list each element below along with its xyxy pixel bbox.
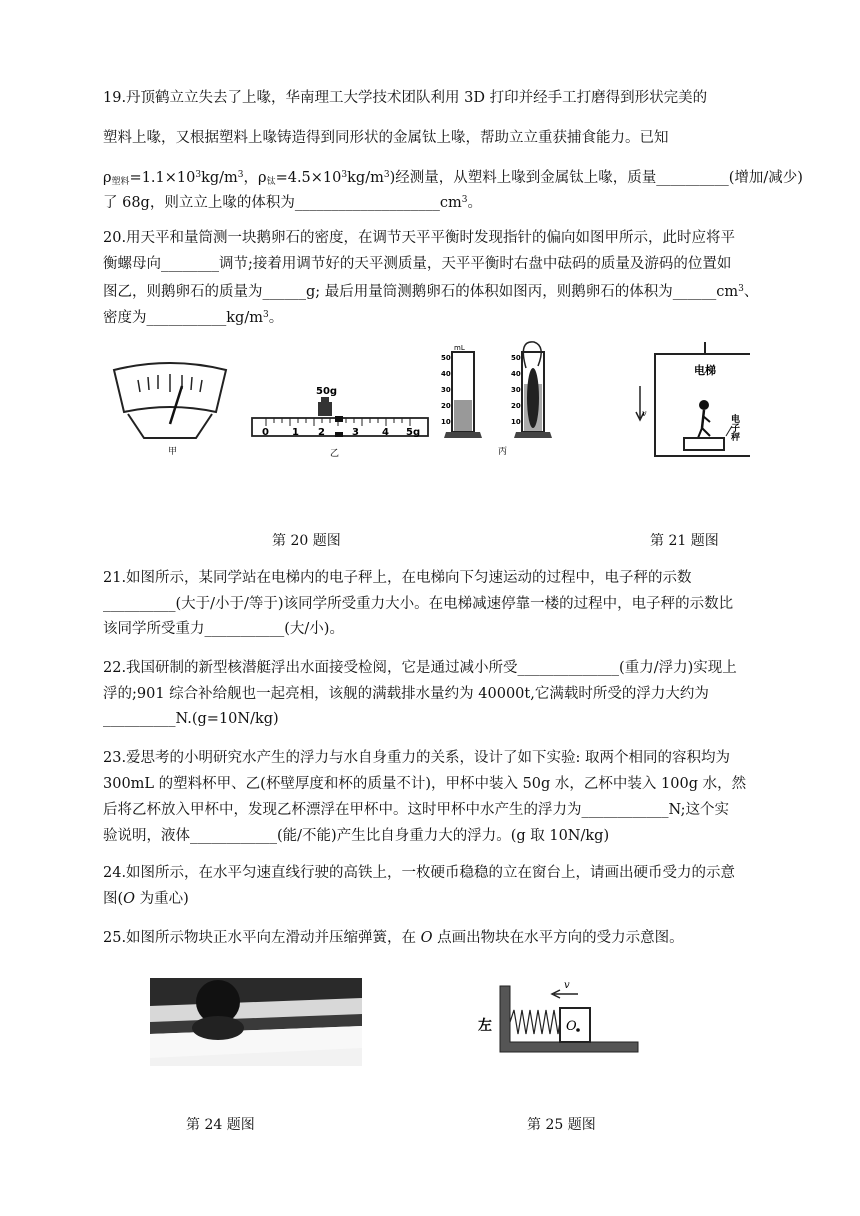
- ruler-tick-1: 1: [292, 427, 299, 438]
- weight-block: [318, 402, 332, 416]
- q22-line3: __________N.(g=10N/kg): [103, 711, 279, 727]
- q22-line1: 22.我国研制的新型核潜艇浮出水面接受检阅，它是通过减小所受______________(重力/浮力)实现上: [103, 660, 737, 676]
- rider-slider: [335, 416, 343, 422]
- q21-line2: __________(大于/小于/等于)该同学所受重力大小。在电梯减速停靠一楼的过程中，电子秤的示数比: [103, 596, 734, 612]
- cyl1-20: 20: [441, 402, 451, 410]
- ruler-tick-2: 2: [318, 427, 325, 438]
- pebble-in-cylinder: [527, 368, 539, 428]
- q22-line2: 浮的;901 综合补给舰也一起亮相，该舰的满载排水量约为 40000t,它满载时所受的浮力大约为: [103, 686, 709, 702]
- q21-line3: 该同学所受重力___________(大/小)。: [103, 621, 344, 637]
- q25-line1: 25.如图所示物块正水平向左滑动并压缩弹簧，在 O 点画出物块在水平方向的受力示意图。: [103, 930, 684, 946]
- ruler-tick-4: 4: [382, 427, 389, 438]
- ruler-tick-0: 0: [262, 427, 269, 438]
- fig-label-jia: 甲: [168, 447, 178, 457]
- q23-line1: 23.爱思考的小明研究水产生的浮力与水自身重力的关系，设计了如下实验: 取两个相同的容积均为: [103, 750, 731, 766]
- q23-line3: 后将乙杯放入甲杯中，发现乙杯漂浮在甲杯中。这时甲杯中水产生的浮力为____________N;这个实: [103, 802, 730, 818]
- cyl2-40: 40: [511, 370, 521, 378]
- q19-line1: 19.丹顶鹤立立失去了上喙，华南理工大学技术团队利用 3D 打印并经手工打磨得到形状完美的: [103, 90, 708, 106]
- weight-label: 50g: [316, 386, 338, 397]
- q21-line1: 21.如图所示，某同学站在电梯内的电子秤上，在电梯向下匀速运动的过程中，电子秤的示数: [103, 570, 692, 586]
- cyl2-30: 30: [511, 386, 521, 394]
- ruler-tick-3: 3: [352, 427, 359, 438]
- coin-base: [192, 1016, 244, 1040]
- q20-line3: 图乙，则鹅卵石的质量为______g; 最后用量筒测鹅卵石的体积如图丙，则鹅卵石的体积为$\_\_\_\_\_\_cm^3$、: [103, 284, 759, 300]
- q20-line1: 20.用天平和量筒测一块鹅卵石的密度，在调节天平平衡时发现指针的偏向如图甲所示，此时应将平: [103, 230, 736, 246]
- cyl1-50: 50: [441, 354, 451, 362]
- caption-fig21: 第 21 题图: [650, 533, 719, 549]
- cylinders-figure: [438, 338, 560, 460]
- cyl2-50: 50: [511, 354, 521, 362]
- cyl2-20: 20: [511, 402, 521, 410]
- spring-block-figure: [478, 974, 640, 1060]
- q24-line2: 图(O 为重心): [103, 891, 189, 907]
- q19-line2: 塑料上喙，又根据塑料上喙铸造得到同形状的金属钛上喙，帮助立立重获捕食能力。已知: [103, 130, 669, 146]
- ruler-tick-5: 5g: [406, 427, 421, 438]
- q23-line4: 验说明，液体____________(能/不能)产生比自身重力大的浮力。(g 取 10N/kg): [103, 828, 610, 844]
- velocity-v-label: v: [564, 980, 570, 991]
- balance-ruler-figure: [248, 382, 433, 460]
- cyl1-10: 10: [441, 418, 451, 426]
- cyl2-10: 10: [511, 418, 521, 426]
- q20-line2: 衡螺母向________调节;接着用调节好的天平测质量，天平平衡时右盘中砝码的质量及游码的位置如: [103, 256, 732, 272]
- coin-photo-figure: [150, 978, 362, 1066]
- cyl1-30: 30: [441, 386, 451, 394]
- balance-dial-figure: [110, 362, 230, 457]
- q20-line4: 密度为$\_\_\_\_\_\_\_\_\_\_\_kg/m^3$。: [103, 310, 284, 326]
- q23-line2: 300mL 的塑料杯甲、乙(杯壁厚度和杯的质量不计)，甲杯中装入 50g 水，乙杯中装入 100g 水，然: [103, 776, 747, 792]
- spring: [510, 1010, 560, 1034]
- person-figure: [699, 400, 709, 410]
- elevator-figure: [630, 340, 750, 460]
- fig-label-yi: 乙: [330, 449, 340, 459]
- scale-label: 电子秤: [729, 414, 739, 441]
- cylinder-unit: mL: [454, 344, 465, 352]
- cyl1-40: 40: [441, 370, 451, 378]
- q24-line1: 24.如图所示，在水平匀速直线行驶的高铁上，一枚硬币稳稳的立在窗台上，请画出硬币受力的示意: [103, 865, 736, 881]
- q19-line4: 了 68g，则立立上喙的体积为$\_\_\_\_\_\_\_\_\_\_\_\_\_\_\_\_\_\_\_\_cm^3$。: [103, 195, 482, 211]
- q19-line3: $\rho_{塑料}=1.1\times 10^3kg/m^3$，$\rho_钛=4.5\times 10^3kg/m^3$)经测量，从塑料上喙到金属钛上喙，质量__________(增加/减少): [103, 170, 803, 187]
- velocity-label: v: [642, 409, 647, 418]
- elevator-label: 电梯: [694, 364, 716, 377]
- caption-fig25: 第 25 题图: [527, 1117, 596, 1133]
- block-o-label: O: [566, 1019, 577, 1034]
- electronic-scale: [684, 438, 724, 450]
- caption-fig20: 第 20 题图: [272, 533, 341, 549]
- left-label: 左: [478, 1018, 492, 1034]
- fig-label-bing: 丙: [498, 447, 508, 457]
- caption-fig24: 第 24 题图: [186, 1117, 255, 1133]
